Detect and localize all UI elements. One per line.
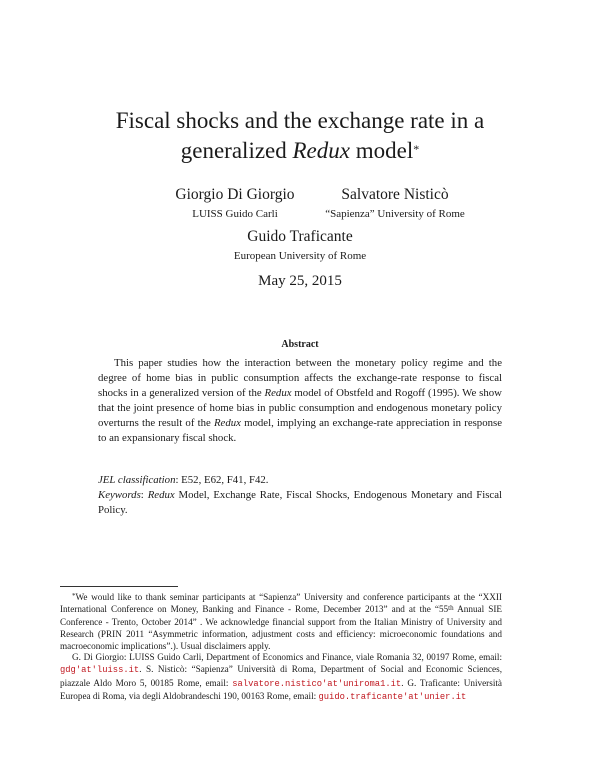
author-name: Giorgio Di Giorgio: [175, 186, 295, 203]
keywords-label: Keywords: [98, 489, 141, 501]
footnote-rule: [60, 586, 178, 587]
title-line-2: [60, 136, 540, 166]
abstract-text: This paper studies how the interaction between the monetary policy regime and the degree of home bias in public consumption affects the exchange-rate response to fiscal shocks in a generalized version of the: [98, 357, 502, 399]
footnote-text: G. Di Giorgio: LUISS Guido Carli, Department of Economics and Finance, viale Romania 32, 00197 Rome, email:: [72, 652, 502, 662]
footnote-text: We would like to thank seminar participants at “Sapienza” University and conference participants at the “XXII International Conference on Money, Banking and Finance - Rome, December 2013” and at the “55: [60, 592, 502, 615]
title-model: model: [349, 138, 414, 163]
keywords-redux: Redux: [147, 489, 175, 501]
paper-title: [60, 106, 540, 166]
title-redux: Redux: [292, 138, 350, 163]
footnote-mark: *: [72, 592, 76, 600]
abstract-redux: Redux: [213, 417, 241, 429]
abstract-text: model, implying an exchange-rate appreciation in response to an expansionary fiscal shock.: [98, 417, 502, 444]
abstract-text: model of Obstfeld and Rogoff (1995). We show that the joint presence of home bias in public consumption and endogenous monetary policy overturns the result of the: [98, 387, 502, 429]
keywords: [98, 488, 502, 518]
footnote-text: . S. Nisticò: “Sapienza” Università di Roma, Department of Social and Economic Sciences, piazzale Aldo Moro 5, 00185 Rome, email:: [60, 664, 502, 688]
author-affiliation: “Sapienza” University of Rome: [325, 208, 465, 220]
author-affiliation: LUISS Guido Carli: [192, 208, 278, 220]
author-name: Salvatore Nisticò: [341, 186, 449, 203]
footnote-acknowledgements: [60, 591, 502, 652]
footnote-text: . G. Traficante: Università Europea di Roma, via degli Aldobrandeschi 190, 00163 Rome, email:: [60, 677, 503, 701]
email-link-digiorgio[interactable]: gdg'at'luiss.it: [60, 665, 140, 676]
email-link-traficante[interactable]: guido.traficante'at'unier.it: [318, 691, 467, 702]
title-text: generalized: [180, 138, 293, 163]
title-line-1: Fiscal shocks and the exchange rate in a: [115, 108, 485, 133]
footnote-contacts: [60, 651, 502, 703]
jel-codes: : E52, E62, F41, F42.: [175, 474, 269, 486]
jel-classification: [98, 473, 502, 488]
keywords-list: Model, Exchange Rate, Fiscal Shocks, Endogenous Monetary and Fiscal Policy.: [98, 489, 502, 516]
author-block-2: [295, 186, 495, 220]
author-name: Guido Traficante: [247, 228, 353, 245]
jel-label: JEL classification: [98, 474, 176, 486]
abstract-redux: Redux: [264, 387, 292, 399]
footnote-ordinal: th: [448, 604, 454, 613]
author-block-3: [200, 228, 400, 262]
email-link-nistico[interactable]: salvatore.nistico'at'uniroma1.it: [232, 678, 402, 689]
author-affiliation: European University of Rome: [233, 250, 367, 262]
abstract-heading: Abstract: [281, 339, 319, 350]
paper-date: May 25, 2015: [258, 273, 342, 289]
abstract-body: [98, 356, 502, 446]
keywords-sep: :: [140, 489, 148, 501]
title-footnote-mark: *: [413, 142, 420, 156]
footnote-text: Annual SIE Conference - Trento, October 2014” . We acknowledge financial support from the Italian Ministry of University and Research (PRIN 2011 “Asymmetric information, adjustment costs and efficiency: microeconomic foundations and macroeconomic implications”.). Usual disclaimers apply.: [60, 604, 502, 652]
